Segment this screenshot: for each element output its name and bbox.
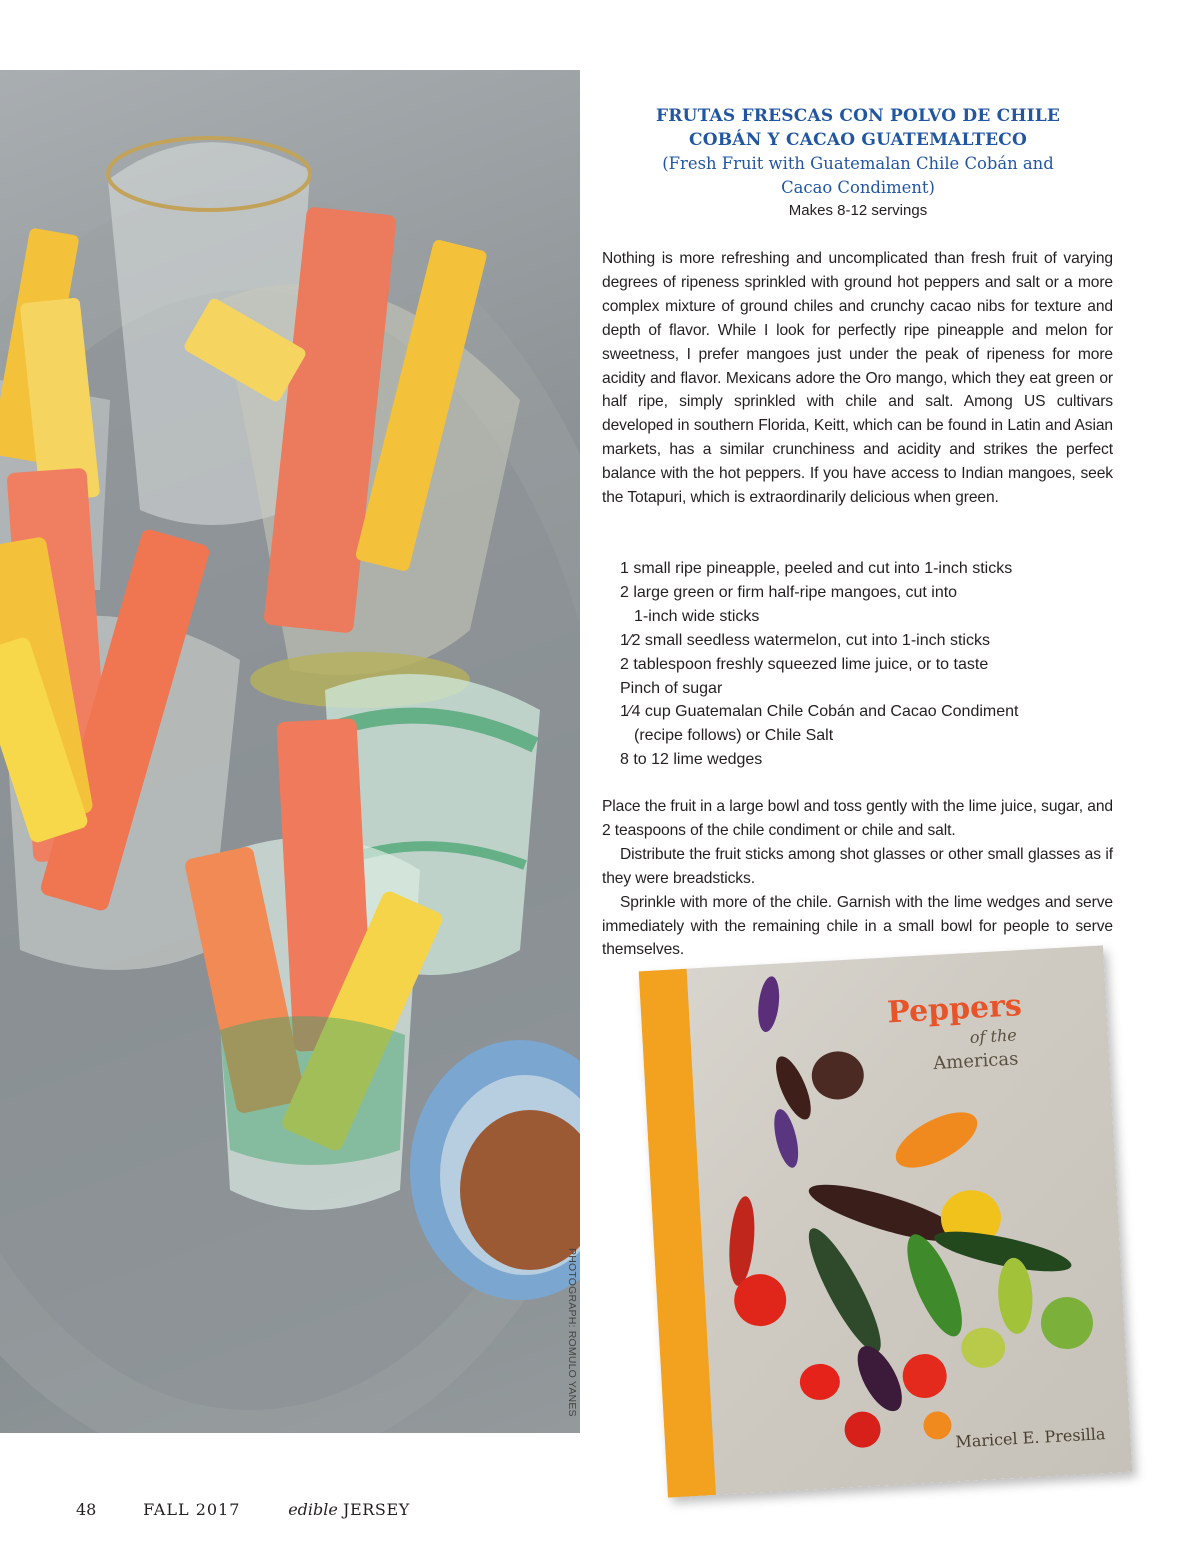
recipe-intro: Nothing is more refreshing and uncomplicated than fresh fruit of varying degrees of ripeness sprinkled with ground hot peppers and salt or a more complex mixture of ground chiles and crunchy cacao nibs for texture and depth of flavor. While I look for perfectly ripe pineapple and melon for sweetness, I prefer mangoes just under the peak of ripeness for more acidity and flavor. Mexicans adore the Oro mango, which they eat green or half ripe, simply sprinkled with chile and salt. Among US cultivars developed in southern Florida, Keitt, which can be found in Latin and Asian markets, has a similar crunchiness and acidity and strikes the perfect balance with the hot peppers. If you have access to Indian mangoes, seek the Totapuri, which is extraordinarily delicious when green. xyxy=(602,250,1113,507)
ingredient-continuation: 1-inch wide sticks xyxy=(634,607,760,625)
ingredient-item xyxy=(620,677,1100,701)
recipe-subtitle-line-2: Cacao Condiment) xyxy=(781,178,935,197)
ingredient-text: 1⁄2 small seedless watermelon, cut into 1-inch sticks xyxy=(620,631,990,649)
recipe-servings: Makes 8-12 servings xyxy=(788,202,928,219)
recipe-method xyxy=(602,795,1113,962)
ingredient-text: Pinch of sugar xyxy=(620,679,723,697)
ingredient-text: 1⁄4 cup Guatemalan Chile Cobán and Cacao Condiment xyxy=(620,703,1019,721)
book-cover xyxy=(639,945,1133,1497)
recipe-header xyxy=(602,104,1114,222)
method-step: Distribute the fruit sticks among shot glasses or other small glasses as if they were breadsticks. xyxy=(602,845,1113,887)
page-number: 48 xyxy=(76,1500,97,1519)
recipe-photo xyxy=(0,70,580,1433)
method-step: Place the fruit in a large bowl and toss gently with the lime juice, sugar, and 2 teaspoons of the chile condiment or chile and salt. xyxy=(602,798,1113,839)
ingredient-list xyxy=(620,557,1100,772)
photo-credit: PHOTOGRAPH: ROMULO YANES xyxy=(566,1248,578,1417)
ingredient-item xyxy=(620,629,1100,653)
ingredient-text: 8 to 12 lime wedges xyxy=(620,751,763,769)
ingredient-text: 2 large green or firm half-ripe mangoes, cut into xyxy=(620,583,958,601)
ingredient-item xyxy=(620,557,1100,581)
ingredient-item xyxy=(620,581,1100,629)
recipe-title-line-1: FRUTAS FRESCAS CON POLVO DE CHILE xyxy=(655,106,1061,126)
method-step: Sprinkle with more of the chile. Garnish with the lime wedges and serve immediately with the remaining chile in a small bowl for people to serve themselves. xyxy=(602,893,1113,959)
issue-date: FALL 2017 xyxy=(143,1500,241,1519)
recipe-subtitle-line-1: (Fresh Fruit with Guatemalan Chile Cobán and xyxy=(662,154,1054,173)
book-title-americas: Americas xyxy=(932,1048,1019,1075)
book-title-of: of the xyxy=(969,1025,1018,1047)
ingredient-text: 1 small ripe pineapple, peeled and cut into 1-inch sticks xyxy=(620,560,1013,577)
ingredient-text: 2 tablespoon freshly squeezed lime juice, or to taste xyxy=(620,655,989,673)
ingredient-continuation: (recipe follows) or Chile Salt xyxy=(634,727,834,745)
magazine-name-jersey: JERSEY xyxy=(342,1500,410,1519)
ingredient-item xyxy=(620,748,1100,772)
ingredient-item xyxy=(620,700,1100,748)
page-footer xyxy=(76,1500,410,1519)
fruit-glasses-illustration xyxy=(0,70,580,1433)
ingredient-item xyxy=(620,653,1100,677)
magazine-name-edible: edible xyxy=(288,1500,338,1519)
book-author: Maricel E. Presilla xyxy=(954,1424,1106,1452)
recipe-title-line-2: COBÁN Y CACAO GUATEMALTECO xyxy=(689,130,1027,150)
book-title: Peppers xyxy=(886,988,1023,1031)
